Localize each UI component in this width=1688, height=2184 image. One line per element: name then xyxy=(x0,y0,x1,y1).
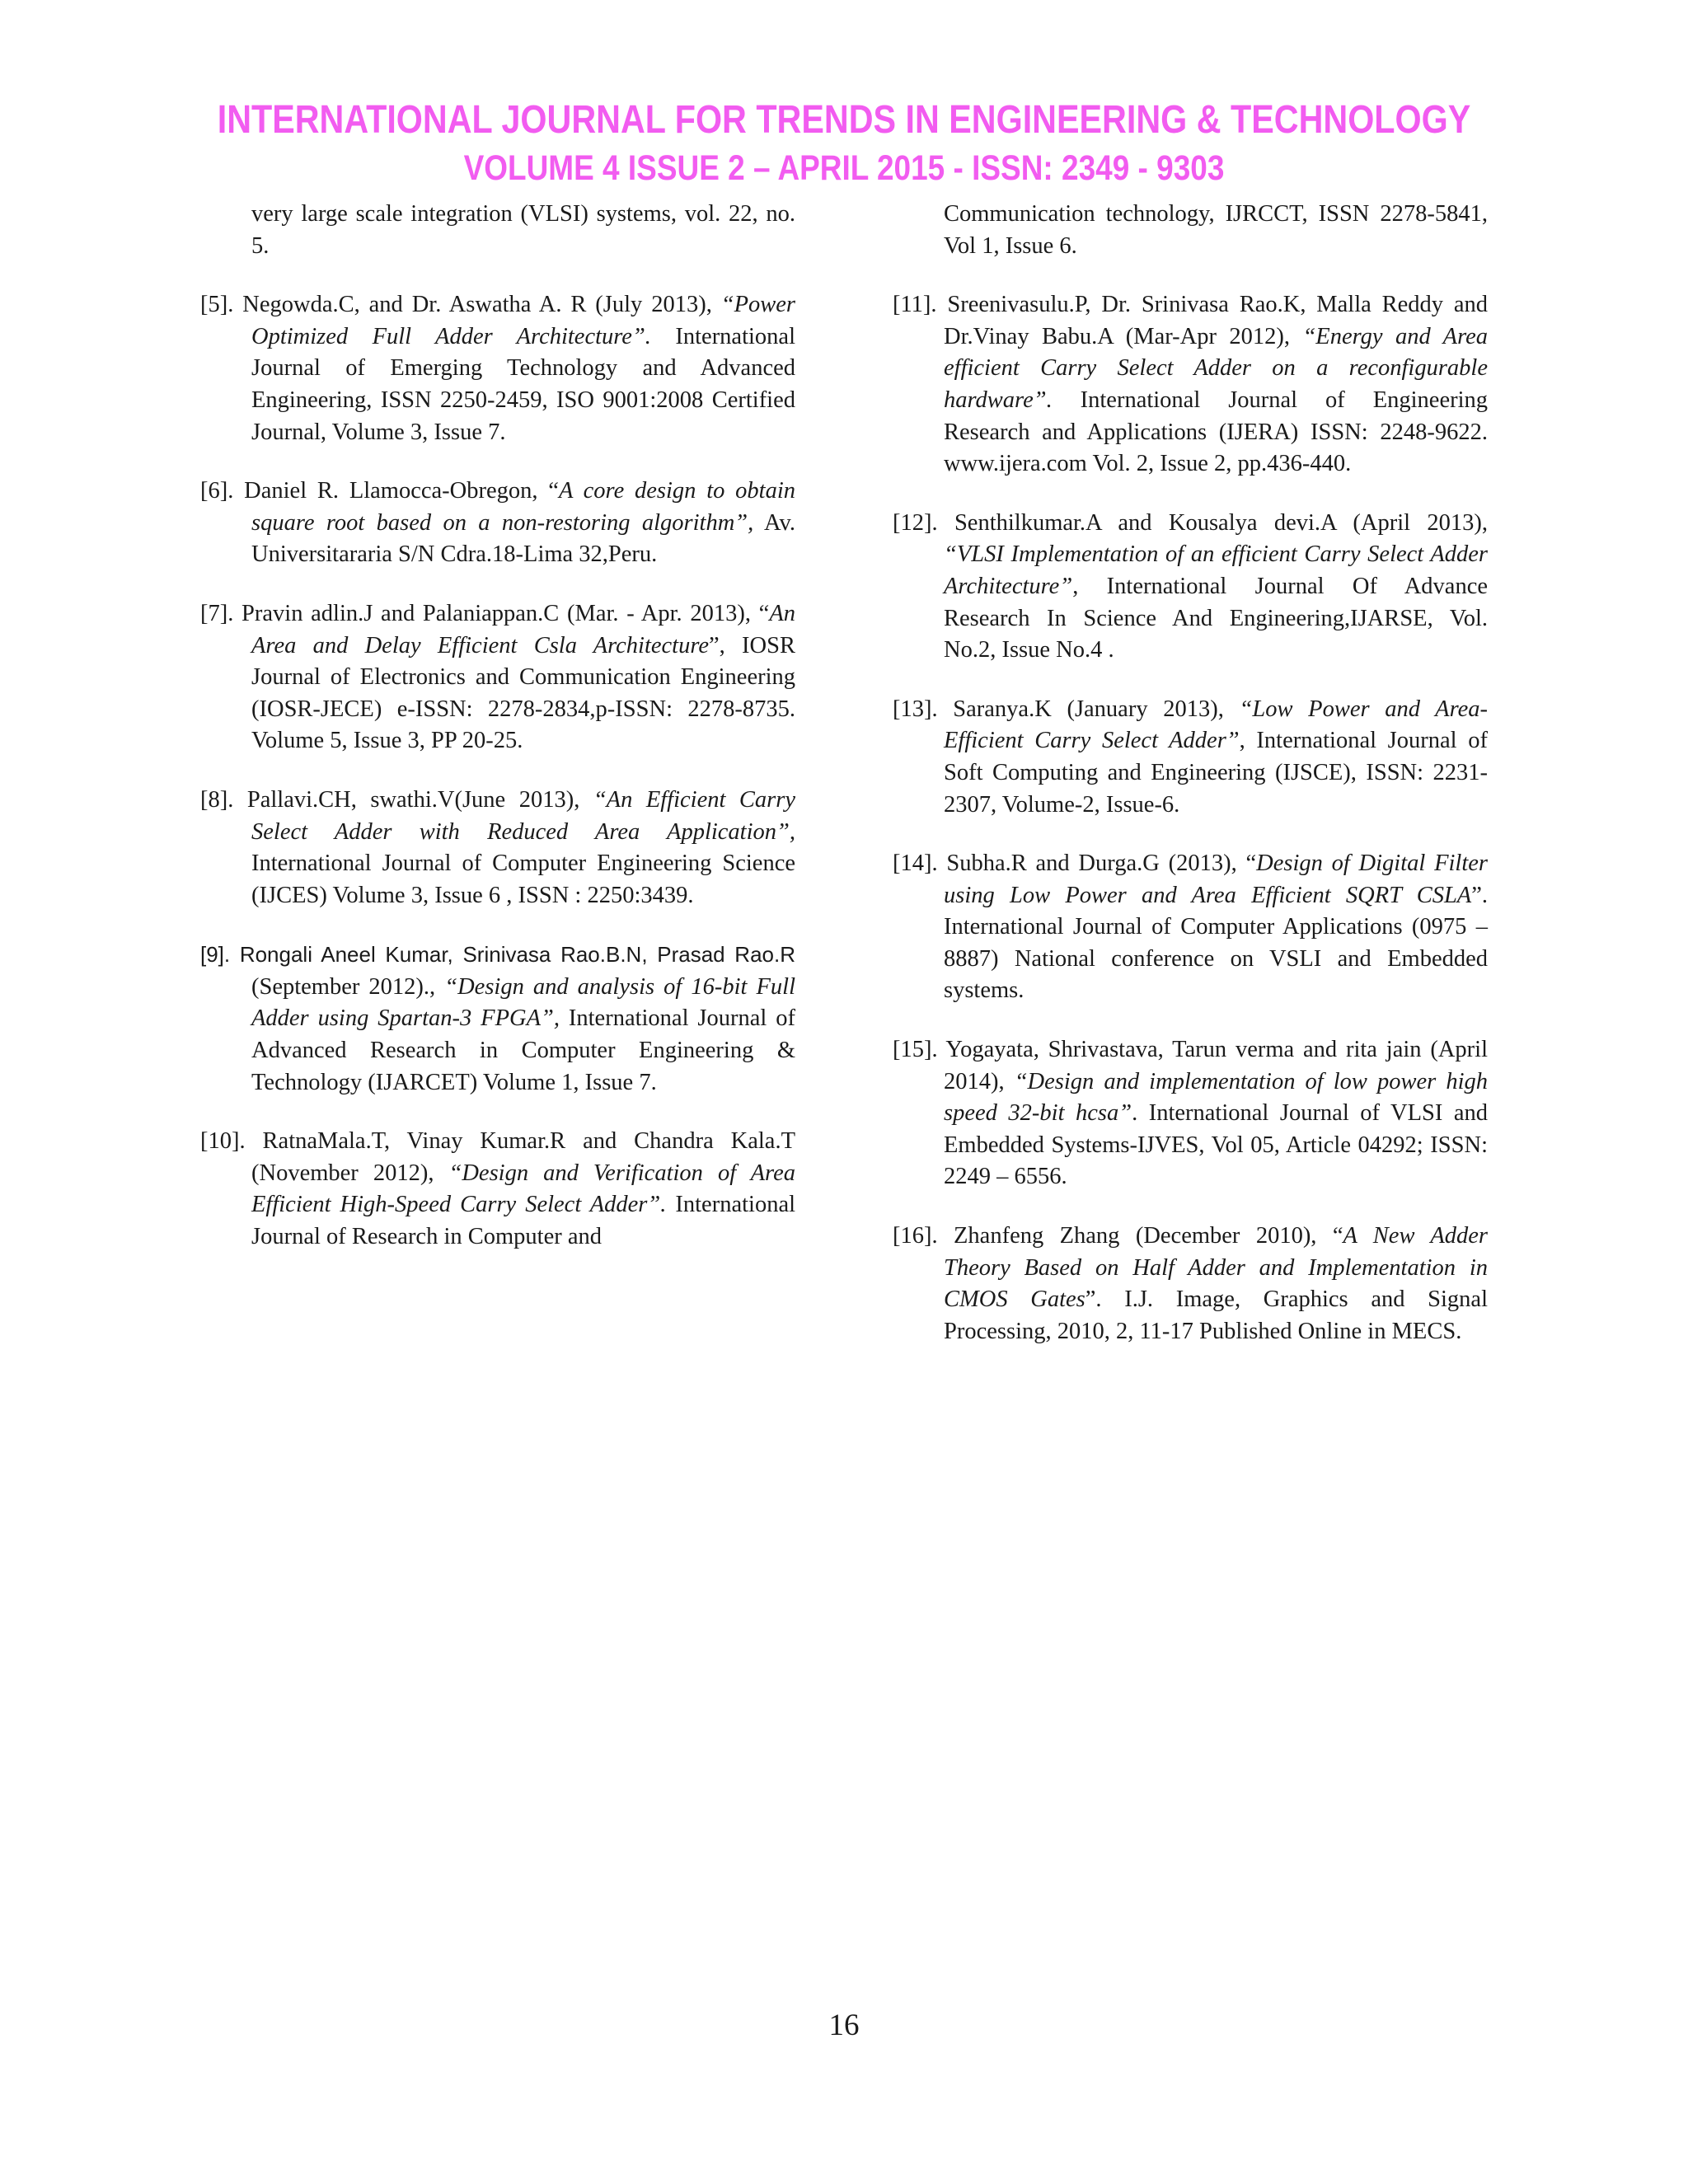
reference-title: “An Efficient Carry Select Adder with Reduced Area Application”, xyxy=(251,786,795,845)
reference-source: , International Journal Of Advance Research In Science And Engineering,IJARSE, Vol. No.2, Issue No.4 . xyxy=(944,573,1488,663)
reference-number: [15]. xyxy=(893,1037,938,1063)
reference-number: [10]. xyxy=(200,1128,246,1155)
journal-title: INTERNATIONAL JOURNAL FOR TRENDS IN ENGINEERING & TECHNOLOGY xyxy=(217,98,1471,142)
reference-number: [13]. xyxy=(893,696,938,722)
reference-16 xyxy=(893,1221,1488,1347)
reference-authors: Negowda.C, and Dr. Aswatha A. R (July 2013), xyxy=(233,292,721,318)
reference-authors: Senthilkumar.A and Kousalya devi.A (April 2013), xyxy=(937,509,1488,536)
reference-authors: Subha.R and Durga.G (2013), “ xyxy=(937,851,1257,877)
reference-source: International Journal of Computer Engineering Science (IJCES) Volume 3, Issue 6 , ISSN : 2250:3439. xyxy=(251,851,795,908)
volume-issue-line: VOLUME 4 ISSUE 2 – APRIL 2015 - ISSN: 2349 - 9303 xyxy=(463,148,1225,188)
left-column xyxy=(200,199,795,1281)
reference-10 xyxy=(200,1126,795,1253)
reference-12 xyxy=(893,508,1488,667)
reference-8 xyxy=(200,785,795,912)
reference-authors: Saranya.K (January 2013), xyxy=(937,696,1240,722)
reference-title: “VLSI Implementation of an efficient Carry Select Adder Architecture” xyxy=(944,541,1488,599)
reference-9 xyxy=(200,939,795,1099)
reference-date: (September 2012)., xyxy=(251,973,445,1000)
reference-number: [16]. xyxy=(893,1223,938,1249)
reference-title: An Area and Delay Efficient Csla Architecture xyxy=(251,600,795,658)
reference-continuation: Communication technology, IJRCCT, ISSN 2278-5841, Vol 1, Issue 6. xyxy=(944,201,1488,259)
reference-source: ”, IOSR Journal of Electronics and Communication Engineering (IOSR-JECE) e-ISSN: 2278-2834,p-ISSN: 2278-8735. Volume 5, Issue 3, PP 20-25. xyxy=(251,632,795,754)
reference-authors: Yogayata, Shrivastava, Tarun verma and rita jain (April 2014), xyxy=(937,1037,1488,1094)
reference-title: “Low Power and Area-Efficient Carry Select Adder” xyxy=(944,696,1489,754)
reference-authors: Pallavi.CH, swathi.V(June 2013), xyxy=(233,786,593,813)
reference-number: [9]. xyxy=(200,942,231,968)
reference-15 xyxy=(893,1034,1488,1193)
reference-source: ”. I.J. Image, Graphics and Signal Processing, 2010, 2, 11-17 Published Online in MECS. xyxy=(944,1286,1488,1344)
reference-title: “Power Optimized Full Adder Architecture”. xyxy=(251,292,795,349)
reference-5 xyxy=(200,289,795,448)
reference-source: ”. International Journal of Computer Applications (0975 – 8887) National conference on VSLI and Embedded systems. xyxy=(944,882,1488,1004)
reference-title: “Design and analysis of 16-bit Full Adder using Spartan-3 FPGA”, xyxy=(251,973,796,1032)
right-column xyxy=(893,199,1488,1375)
reference-authors: Sreenivasulu.P, Dr. Srinivasa Rao.K, Malla Reddy and Dr.Vinay Babu.A (Mar-Apr 2012), xyxy=(936,292,1488,349)
reference-14 xyxy=(893,848,1488,1007)
reference-number: [5]. xyxy=(200,292,234,318)
reference-authors: Zhanfeng Zhang (December 2010), “ xyxy=(937,1223,1343,1249)
reference-source: International Journal of Engineering Research and Applications (IJERA) ISSN: 2248-9622. www.ijera.com Vol. 2, Issue 2, pp.436-440. xyxy=(944,387,1488,477)
reference-title: “Design and implementation of low power high speed 32-bit hcsa” xyxy=(944,1068,1488,1127)
reference-title: A core design to obtain square root based on a non-restoring algorithm”, xyxy=(251,478,795,536)
reference-11 xyxy=(893,289,1488,480)
reference-number: [7]. xyxy=(200,600,234,626)
reference-13 xyxy=(893,694,1488,821)
reference-authors: Rongali Aneel Kumar, Srinivasa Rao.B.N, Prasad Rao.R xyxy=(230,942,795,968)
reference-authors: RatnaMala.T, Vinay Kumar.R and Chandra Kala.T (November 2012), xyxy=(245,1128,795,1186)
reference-source: , International Journal of Soft Computing and Engineering (IJSCE), ISSN: 2231-2307, Volume-2, Issue-6. xyxy=(944,728,1488,818)
reference-number: [12]. xyxy=(893,509,938,536)
reference-continuation: very large scale integration (VLSI) systems, vol. 22, no. 5. xyxy=(251,201,795,259)
page-number: 16 xyxy=(828,2008,860,2042)
reference-number: [11]. xyxy=(893,292,937,318)
reference-source: Av. Universitararia S/N Cdra.18-Lima 32,Peru. xyxy=(251,509,796,568)
reference-source: . International Journal of VLSI and Embedded Systems-IJVES, Vol 05, Article 04292; ISSN: 2249 – 6556. xyxy=(944,1100,1488,1190)
reference-number: [6]. xyxy=(200,478,234,504)
reference-authors: Pravin adlin.J and Palaniappan.C (Mar. - Apr. 2013), “ xyxy=(233,600,770,626)
reference-number: [8]. xyxy=(200,786,234,813)
reference-title: A New Adder Theory Based on Half Adder and Implementation in CMOS Gates xyxy=(944,1223,1488,1313)
reference-title: Design of Digital Filter using Low Power and Area Efficient SQRT CSLA xyxy=(944,851,1488,908)
reference-source: International Journal of Emerging Technology and Advanced Engineering, ISSN 2250-2459, ISO 9001:2008 Certified Journal, Volume 3, Issue 7. xyxy=(251,323,795,445)
reference-source: International Journal of Advanced Research in Computer Engineering & Technology (IJARCET) Volume 1, Issue 7. xyxy=(251,1005,795,1095)
reference-title: “Energy and Area efficient Carry Select Adder on a reconfigurable hardware”. xyxy=(944,323,1489,413)
reference-7 xyxy=(200,598,795,757)
reference-title: “Design and Verification of Area Efficient High-Speed Carry Select Adder”. xyxy=(251,1160,795,1218)
reference-source: International Journal of Research in Computer and xyxy=(251,1192,796,1250)
reference-number: [14]. xyxy=(893,851,938,877)
reference-6 xyxy=(200,476,795,571)
reference-authors: Daniel R. Llamocca-Obregon, “ xyxy=(233,478,559,504)
